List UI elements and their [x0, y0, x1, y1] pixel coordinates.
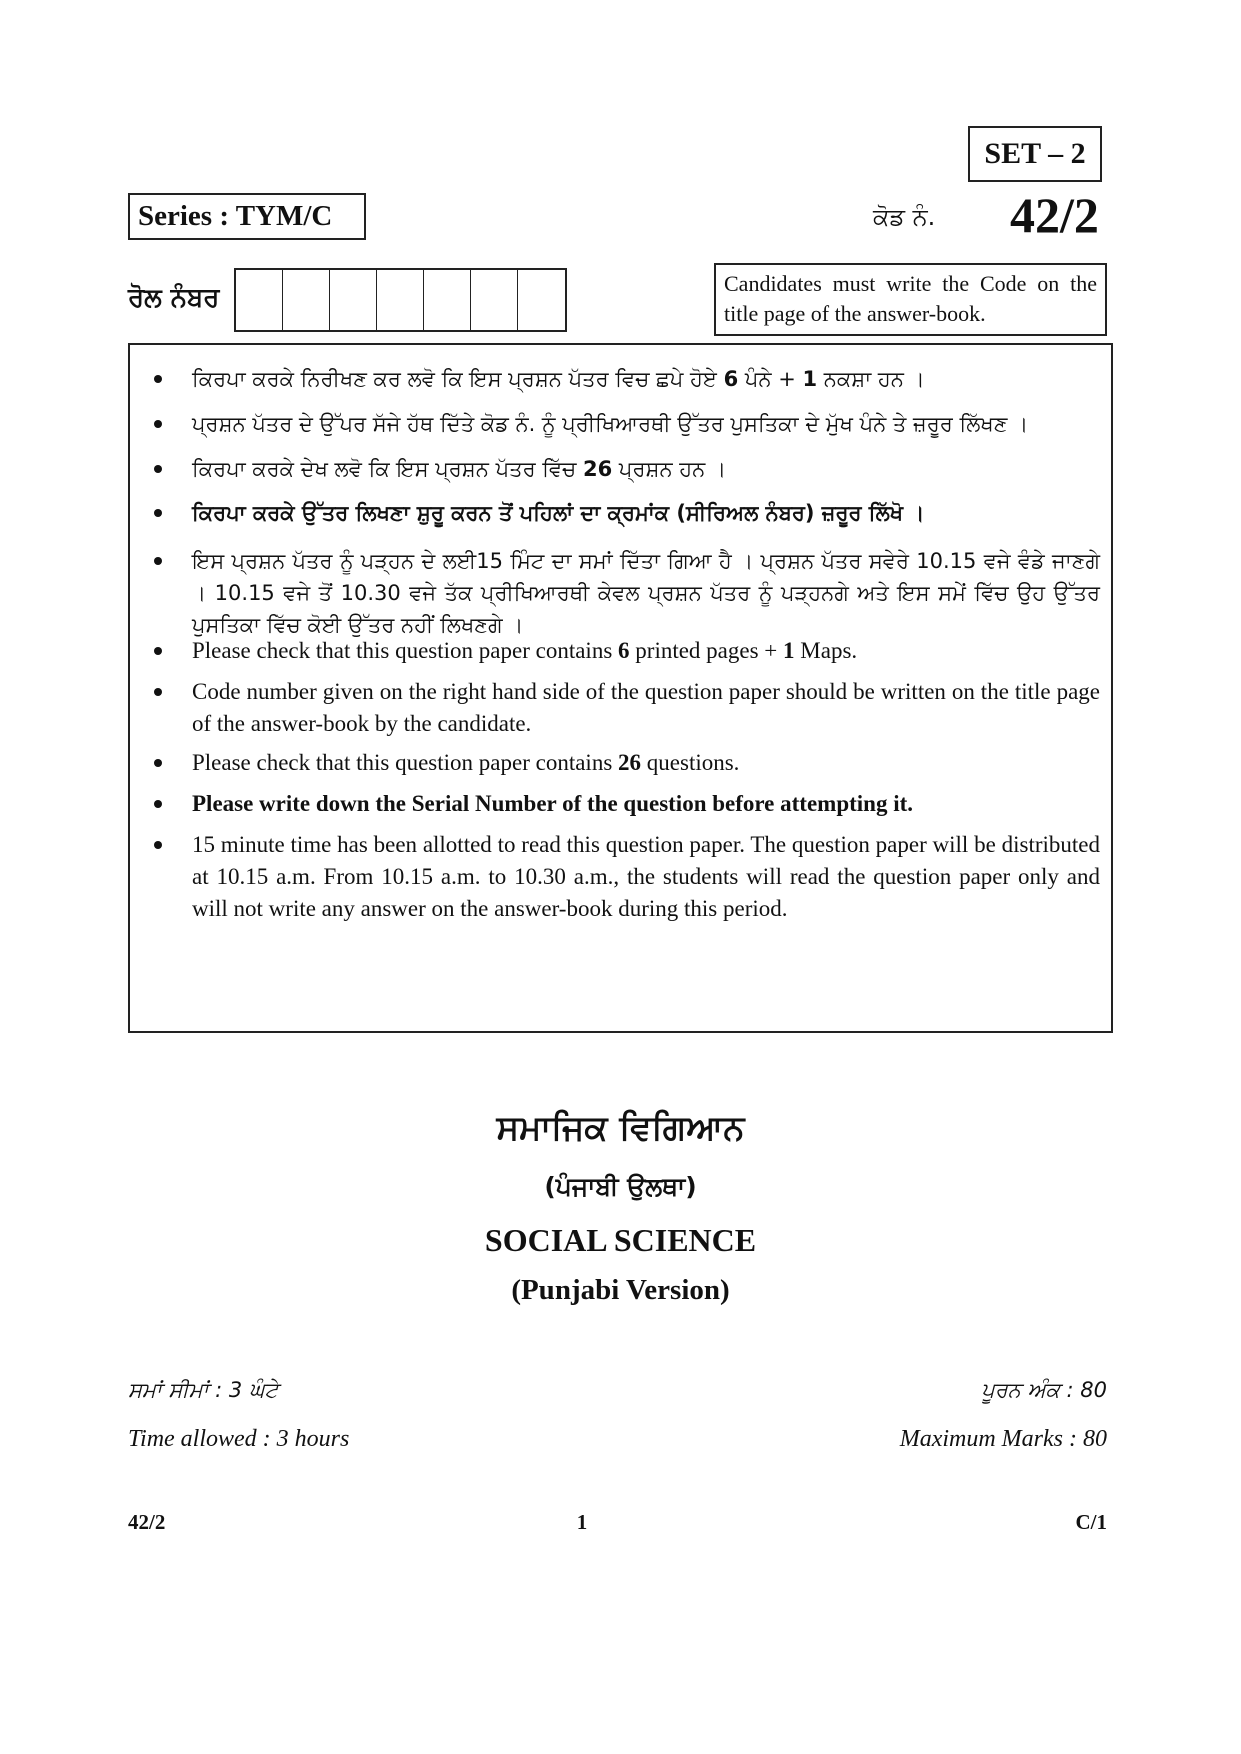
roll-number-cell[interactable]	[518, 270, 565, 330]
roll-number-cell[interactable]	[283, 270, 330, 330]
instruction-item	[192, 545, 1100, 641]
time-allowed-english: Time allowed : 3 hours	[128, 1426, 350, 1452]
roll-number-cell[interactable]	[424, 270, 471, 330]
footer-code: 42/2	[128, 1510, 166, 1534]
instruction-text: ਕਿਰਪਾ ਕਰਕੇ ਉੱਤਰ ਲਿਖਣਾ ਸ਼ੁਰੂ ਕਰਨ ਤੋਂ ਪਹਿਲਾਂ ਦਾ ਕ੍ਰਮਾਂਕ (ਸੀਰਿਅਲ ਨੰਬਰ) ਜ਼ਰੂਰ ਲਿੱਖੋ ।	[192, 501, 925, 525]
roll-number-cell[interactable]	[330, 270, 377, 330]
instruction-item	[192, 408, 1100, 440]
instruction-item	[192, 829, 1100, 925]
bullet-icon	[154, 800, 162, 808]
instruction-text: ਕਿਰਪਾ ਕਰਕੇ ਨਿਰੀਖਣ ਕਰ ਲਵੋ ਕਿ ਇਸ ਪ੍ਰਸ਼ਨ ਪੱਤਰ ਵਿਚ ਛਪੇ ਹੋਏ	[192, 367, 724, 391]
bullet-icon	[154, 557, 162, 565]
instruction-text: Maps.	[794, 638, 858, 663]
subtitle-punjabi: (ਪੰਜਾਬੀ ਉਲਥਾ)	[544, 1172, 697, 1201]
title-english: SOCIAL SCIENCE	[484, 1222, 757, 1258]
instructions-box	[128, 343, 1113, 1033]
code-instruction-note: Candidates must write the Code on the title page of the answer-book.	[714, 263, 1107, 336]
instruction-text: questions.	[641, 750, 740, 775]
series-box	[128, 193, 366, 240]
instruction-text: ਕਿਰਪਾ ਕਰਕੇ ਦੇਖ ਲਵੋ ਕਿ ਇਸ ਪ੍ਰਸ਼ਨ ਪੱਤਰ ਵਿੱਚ	[192, 457, 584, 481]
instruction-text: ਪ੍ਰਸ਼ਨ ਪੱਤਰ ਦੇ ਉੱਪਰ ਸੱਜੇ ਹੱਥ ਦਿੱਤੇ ਕੋਡ ਨੰ. ਨੂੰ ਪ੍ਰੀਖਿਆਰਥੀ ਉੱਤਰ ਪੁਸਤਿਕਾ ਦੇ ਮੁੱਖ ਪੰਨੇ ਤੇ ਜ਼ਰੂਰ ਲਿੱਖਣ ।	[192, 412, 1029, 436]
code-label: ਕੋਡ ਨੰ.	[873, 203, 936, 231]
bullet-icon	[154, 841, 162, 849]
instruction-text: 1	[802, 367, 818, 391]
set-badge	[968, 126, 1102, 182]
bullet-icon	[154, 465, 162, 473]
time-allowed-punjabi: ਸਮਾਂ ਸੀਮਾਂ : 3 ਘੰਟੇ	[128, 1378, 279, 1402]
footer-section: C/1	[1075, 1510, 1107, 1534]
instruction-text: ਨਕਸ਼ਾ ਹਨ ।	[817, 367, 925, 391]
bullet-icon	[154, 420, 162, 428]
set-label: SET – 2	[984, 137, 1086, 170]
instruction-text: Please check that this question paper contains	[192, 750, 619, 775]
instruction-text: Please write down the Serial Number of the question before attempting it.	[192, 791, 914, 816]
instruction-item	[192, 788, 1100, 820]
roll-number-grid[interactable]	[234, 268, 567, 332]
instruction-item	[192, 676, 1100, 740]
instruction-text: 15 minute time has been allotted to read this question paper. The question paper will be distributed at 10.15 a.m. From 10.15 a.m. to 10.30 a.m., the students will read the question paper only and will not write any answer on the answer-book during this period.	[192, 832, 1100, 921]
subtitle-english: (Punjabi Version)	[511, 1274, 730, 1306]
instruction-text: Please check that this question paper contains	[192, 638, 619, 663]
roll-number-label: ਰੋਲ ਨੰਬਰ	[128, 283, 220, 313]
instruction-item	[192, 453, 1100, 485]
instruction-item	[192, 747, 1100, 779]
instruction-item	[192, 497, 1100, 529]
instruction-item	[192, 363, 1100, 395]
instruction-text: Code number given on the right hand side of the question paper should be written on the title page of the answer-book by the candidate.	[192, 679, 1100, 736]
instruction-text: 1	[783, 638, 795, 663]
instruction-text: ਇਸ ਪ੍ਰਸ਼ਨ ਪੱਤਰ ਨੂੰ ਪੜ੍ਹਨ ਦੇ ਲਈ15 ਮਿੰਟ ਦਾ ਸਮਾਂ ਦਿੱਤਾ ਗਿਆ ਹੈ । ਪ੍ਰਸ਼ਨ ਪੱਤਰ ਸਵੇਰੇ 10.15 ਵਜੇ ਵੰਡੇ ਜਾਣਗੇ । 10.15 ਵਜੇ ਤੋਂ 10.30 ਵਜੇ ਤੱਕ ਪ੍ਰੀਖਿਆਰਥੀ ਕੇਵਲ ਪ੍ਰਸ਼ਨ ਪੱਤਰ ਨੂੰ ਪੜ੍ਹਨਗੇ ਅਤੇ ਇਸ ਸਮੇਂ ਵਿੱਚ ਉਹ ਉੱਤਰ ਪੁਸਤਿਕਾ ਵਿੱਚ ਕੋਈ ਉੱਤਰ ਨਹੀਂ ਲਿਖਣਗੇ ।	[192, 549, 1100, 637]
roll-number-cell[interactable]	[236, 270, 283, 330]
instruction-text: 6	[723, 367, 739, 391]
instruction-text: printed pages +	[629, 638, 784, 663]
bullet-icon	[154, 375, 162, 383]
instruction-text: ਪ੍ਰਸ਼ਨ ਹਨ ।	[612, 457, 727, 481]
instruction-text: 6	[618, 638, 630, 663]
instruction-item	[192, 635, 1100, 667]
roll-number-cell[interactable]	[377, 270, 424, 330]
maximum-marks-punjabi: ਪੂਰਨ ਅੰਕ : 80	[981, 1378, 1107, 1402]
bullet-icon	[154, 647, 162, 655]
footer-page-number: 1	[576, 1510, 588, 1534]
series-label: Series : TYM/C	[138, 200, 333, 232]
instruction-text: ਪੰਨੇ +	[738, 367, 803, 391]
maximum-marks-english: Maximum Marks : 80	[899, 1426, 1107, 1452]
bullet-icon	[154, 688, 162, 696]
instruction-text: 26	[583, 457, 613, 481]
bullet-icon	[154, 759, 162, 767]
title-punjabi: ਸਮਾਜਿਕ ਵਿਗਿਆਨ	[496, 1108, 745, 1148]
bullet-icon	[154, 509, 162, 517]
instruction-text: 26	[618, 750, 642, 775]
roll-number-cell[interactable]	[471, 270, 518, 330]
code-value: 42/2	[1010, 187, 1099, 243]
